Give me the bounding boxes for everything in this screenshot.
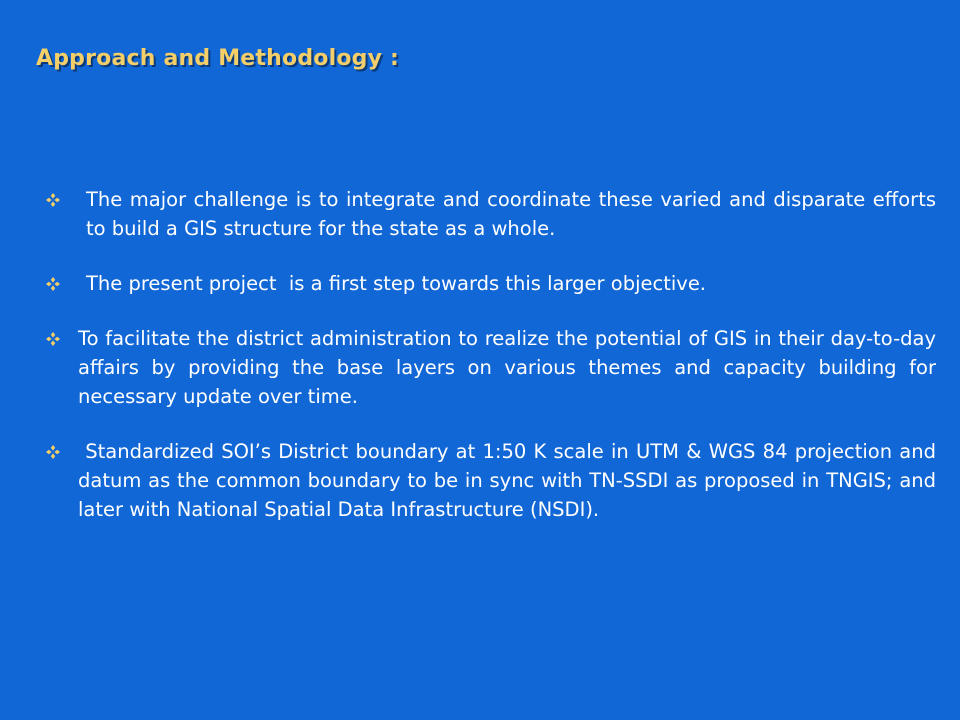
- four-diamond-bullet-icon: [46, 193, 60, 207]
- slide-title: Approach and Methodology :: [36, 46, 399, 71]
- bullet-text: The present project is a first step towards this larger objective.: [86, 272, 707, 295]
- four-diamond-bullet-icon: [46, 277, 60, 291]
- bullet-item: [46, 185, 936, 243]
- bullet-item: [46, 269, 936, 298]
- bullet-text: The major challenge is to integrate and coordinate these varied and disparate efforts to build a GIS structure for the state as a whole.: [86, 188, 936, 240]
- four-diamond-bullet-icon: [46, 445, 60, 459]
- four-diamond-bullet-icon: [46, 332, 60, 346]
- bullet-item: [46, 324, 936, 411]
- bullet-text: To facilitate the district administration to realize the potential of GIS in their day-to-day affairs by providing the base layers on various themes and capacity building for necessary update over time.: [78, 327, 936, 408]
- bullet-item: [46, 437, 943, 524]
- bullet-text: Standardized SOI’s District boundary at 1:50 K scale in UTM & WGS 84 projection and datum as the common boundary to be in sync with TN-SSDI as proposed in TNGIS; and later with National Spatial Data Infrastructure (NSDI).: [78, 440, 943, 521]
- bullet-list: [46, 185, 943, 550]
